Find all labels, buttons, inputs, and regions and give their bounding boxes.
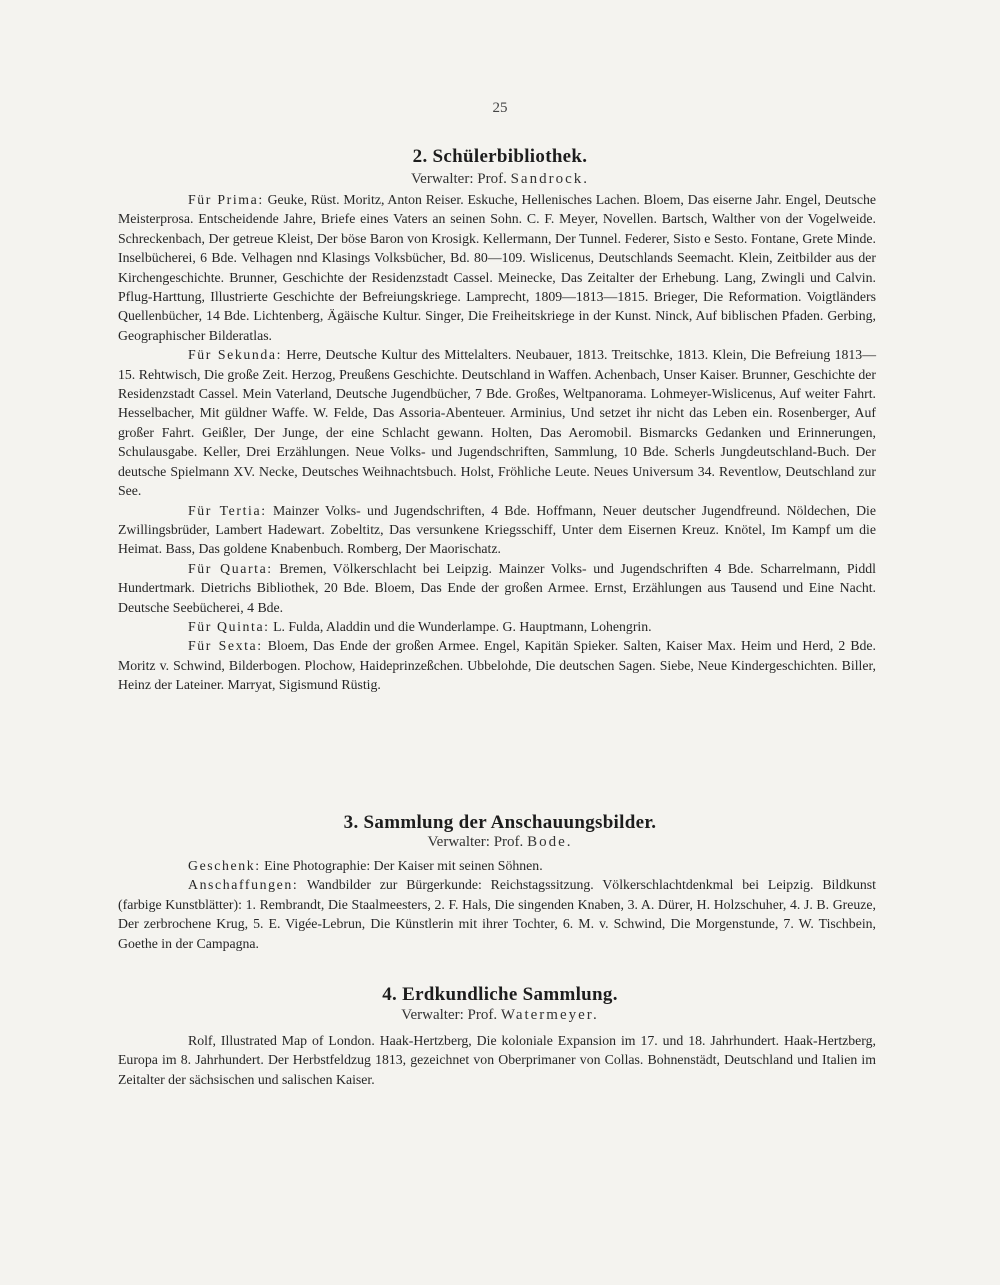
- paragraph-sekunda: [118, 345, 876, 500]
- paragraph-label: Für Prima:: [188, 192, 264, 207]
- section-body: [118, 856, 876, 953]
- section-curator: [0, 1007, 1000, 1024]
- curator-label: Verwalter: Prof.: [427, 834, 524, 850]
- paragraph-text: Eine Photographie: Der Kaiser mit seinen Söhnen.: [264, 858, 543, 873]
- section-body: [118, 1031, 876, 1089]
- paragraph-erdkunde: [118, 1031, 876, 1089]
- paragraph-label: Für Quinta:: [188, 618, 270, 634]
- paragraph-geschenk: [118, 856, 876, 875]
- paragraph-quinta: [118, 617, 876, 636]
- paragraph-tertia: [118, 501, 876, 559]
- section-heading-anschauungsbilder: 3. Sammlung der Anschauungsbilder.: [343, 812, 657, 833]
- section-heading-schuelerbibliothek: 2. Schülerbibliothek.: [412, 146, 588, 167]
- curator-label: Verwalter: Prof.: [411, 171, 507, 187]
- paragraph-label: Für Quarta:: [188, 560, 273, 576]
- paragraph-text: Geuke, Rüst. Moritz, Anton Reiser. Eskuche, Hellenisches Lachen. Bloem, Das eiserne Jahr. Engel, Deutsche Meisterprosa. Entscheidende Jahre, Briefe eines Vaters an seinen Sohn. C. F. Meyer, Novellen. Bartsch, Walther von der Vogelweide. Schreckenbach, Der getreue Kleist, Der böse Baron von Krosigk. Kellermann, Der Tunnel. Federer, Sisto e Sesto. Fontane, Grete Minde. Inselbücherei, 6 Bde. Velhagen nnd Klasings Volksbücher, Bd. 80—109. Wislicenus, Deutschlands Seemacht. Klein, Zeitbilder aus der Kirchengeschichte. Brunner, Geschichte der Residenzstadt Cassel. Meinecke, Das Zeitalter der Erhebung. Lang, Zwingli und Calvin. Pflug-Harttung, Illustrierte Geschichte der Befreiungskriege. Lamprecht, 1809—1813—1815. Brieger, Die Reformation. Voigtländers Quellenbücher, 14 Bde. Lichtenberg, Ägäische Kultur. Singer, Die Freiheitskriege in der Kunst. Ninck, Auf biblischen Pfaden. Gerbing, Geographischer Bilderatlas.: [118, 192, 877, 343]
- paragraph-text: Wandbilder zur Bürgerkunde: Reichstagssitzung. Völkerschlachtdenkmal bei Leipzig. Bildkunst (farbige Kunstblätter): 1. Rembrandt, Die Staalmeesters, 2. F. Hals, Die singenden Knaben, 3. A. Dürer, H. Holzschuher, 4. J. B. Greuze, Der zerbrochene Krug, 5. E. Vigée-Lebrun, Die Künstlerin mit ihrer Tochter, 6. M. v. Schwind, Die Morgenstunde, 7. W. Tischbein, Goethe in der Campagna.: [118, 877, 877, 951]
- paragraph-label: Für Tertia:: [188, 502, 267, 518]
- paragraph-text: Rolf, Illustrated Map of London. Haak-Hertzberg, Die koloniale Expansion im 17. und 18. Jahrhundert. Haak-Hertzberg, Europa im 8. Jahrhundert. Der Herbstfeldzug 1813, gezeichnet von Oberprimaner von Collas. Bohnenstädt, Deutschland und Italien im Zeitalter der sächsischen und salischen Kaiser.: [118, 1033, 876, 1087]
- paragraph-text: Bloem, Das Ende der großen Armee. Engel, Kapitän Spieker. Salten, Kaiser Max. Heim und Herd, 2 Bde. Moritz v. Schwind, Bilderbogen. Plochow, Haideprinzeßchen. Ubbelohde, Die deutschen Sagen. Siebe, Neue Kindergeschichten. Biller, Heinz der Lateiner. Marryat, Sigismund Rüstig.: [118, 638, 876, 693]
- paragraph-text: Herre, Deutsche Kultur des Mittelalters. Neubauer, 1813. Treitschke, 1813. Klein, Die Befreiung 1813—15. Rehtwisch, Die große Zeit. Herzog, Preußens Geschichte. Deutschland in Waffen. Achenbach, Unser Kaiser. Brunner, Geschichte der Residenzstadt Cassel. Mein Vaterland, Deutsche Jugendbücher, 7 Bde. Großes, Weltpanorama. Lohmeyer-Wislicenus, Auf weiter Fahrt. Hesselbacher, Mit güldner Waffe. W. Felde, Das Assoria-Abenteuer. Arminius, Und setzet ihr nicht das Leben ein. Rosenberger, Auf großer Fahrt. Geißler, Der Junge, der eine Schlacht gewann. Holten, Das Aeromobil. Bismarcks Gedanken und Erinnerungen, Schulausgabe. Keller, Drei Erzählungen. Neue Volks- und Jugendschriften, Sammlung, 10 Bde. Scherls Jungdeutschland-Buch. Der deutsche Spielmann XV. Necke, Deutsches Weihnachtsbuch. Holst, Fröhliche Leute. Neues Universum 34. Reventlow, Deutschland zur See.: [118, 347, 877, 499]
- paragraph-label: Geschenk:: [188, 858, 261, 873]
- section-curator: [0, 171, 1000, 188]
- section-curator: [0, 834, 1000, 851]
- curator-name: Bode.: [527, 834, 573, 850]
- paragraph-sexta: [118, 636, 876, 694]
- paragraph-prima: [118, 190, 876, 345]
- paragraph-anschaffungen: [118, 875, 876, 953]
- section-heading-erdkundliche-sammlung: 4. Erdkundliche Sammlung.: [382, 984, 618, 1005]
- paragraph-text: L. Fulda, Aladdin und die Wunderlampe. G. Hauptmann, Lohengrin.: [273, 618, 652, 634]
- paragraph-text: Mainzer Volks- und Jugendschriften, 4 Bde. Hoffmann, Neuer deutscher Jugendfreund. Nöldechen, Die Zwillingsbrüder, Lambert Hadewart. Zobeltitz, Das versunkene Kriegsschiff, Unter dem Eisernen Kreuz. Knötel, Im Kampf um die Heimat. Bass, Das goldene Knabenbuch. Romberg, Der Maorischatz.: [118, 502, 877, 557]
- paragraph-quarta: [118, 559, 876, 617]
- paragraph-text: Bremen, Völkerschlacht bei Leipzig. Mainzer Volks- und Jugendschriften 4 Bde. Scharrelmann, Piddl Hundertmark. Dietrichs Bibliothek, 20 Bde. Bloem, Das Ende der großen Armee. Ernst, Erzählungen aus Tausend und Eine Nacht. Deutsche Seebücherei, 4 Bde.: [118, 560, 876, 615]
- section-body: [118, 190, 876, 695]
- curator-label: Verwalter: Prof.: [401, 1007, 498, 1023]
- paragraph-label: Für Sexta:: [188, 638, 263, 654]
- paragraph-label: Für Sekunda:: [188, 347, 283, 363]
- curator-name: Sandrock.: [510, 171, 589, 187]
- curator-name: Watermeyer.: [500, 1007, 599, 1023]
- paragraph-label: Anschaffungen:: [188, 877, 299, 893]
- page-number: 25: [492, 100, 508, 116]
